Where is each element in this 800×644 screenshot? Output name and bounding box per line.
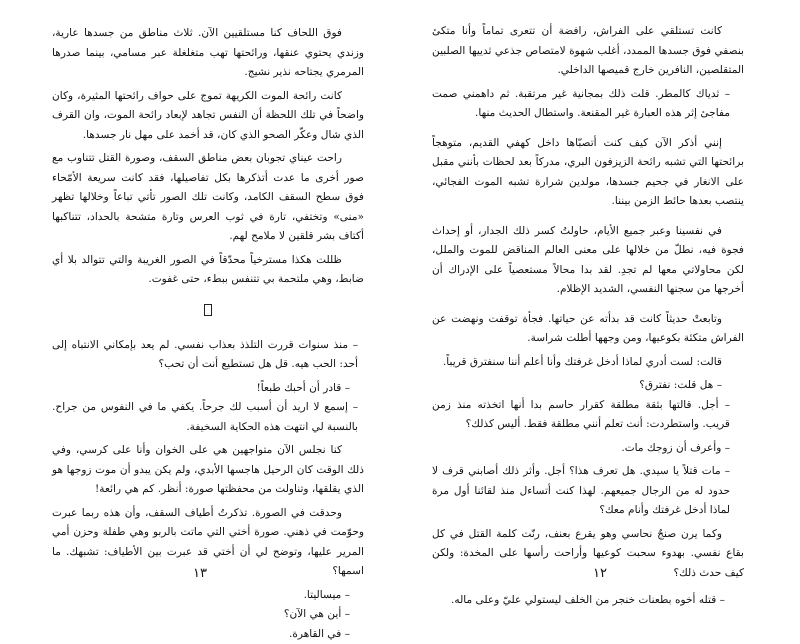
- paragraph: راحت عيناي تجوبان بعض مناطق السقف، وصورة القتل تتناوب مع صور أخرى ما عدت أتذكرها بكل تفاصيلها، فقد كانت سريعة الأمّحاء فوق سطح السقف الكامد، وكانت تلك الصور تأتي تباعاً وخلالها تظهر «منى» وتختفي، تارة في ثوب العرس وتارة متشحة بالحداد، تتناكبها أكتاف بشر قلقين لا ملامح لهم.: [52, 149, 364, 247]
- paragraph: ظللت هكذا مسترخياً محدّقاً في الصور الغريبة والتي تتوالد بلا أي ضابط، وهي ملتحمة بي تتنفس ببطء، حتى غفوت.: [52, 251, 364, 290]
- dialogue-line: – قتله أخوه بطعنات خنجر من الخلف ليستولي عليّ وعلى ماله.: [432, 591, 744, 611]
- paragraph: وكما يرن صنجٌ نحاسي وهو يقرع بعنف، رنّت كلمة القتل في كل بقاع نفسي. بهدوء سحبت كوعيها وأراحت رأسها على المخدة: ولكن كيف حدث ذلك؟: [432, 525, 744, 584]
- dialogue-line: – منذ سنوات قررت التلذذ بعذاب نفسي. لم يعد بإمكاني الانتباه إلى أحد: الحب هيه. قل هل تستطيع أنت أن تحب؟: [52, 336, 364, 375]
- paragraph: وحدقت في الصورة. تذكرتُ أطياف السقف، وأن هذه ربما عبرت وحوّمت في ذهني. صورة أختي التي ماتت بالربو وهي طفلة وحزن أمي المرير عليها، وتوضح لي أن أختي قد عبرت بين الأطياف: تشبهك. ما اسمها؟: [52, 504, 364, 582]
- right-page-text: [432, 22, 744, 617]
- dialogue-line: – أجل. قالتها بثقة مطلقة كقرار حاسم بدا أنها اتخذته منذ زمن قريب. واستطردت: أنت تعلم أنني مطلقة فقط. أليس كذلك؟: [432, 396, 744, 435]
- paragraph: كنا نجلس الآن متواجهين هي على الخوان وأنا على كرسي، وفي ذلك الوقت كان الرحيل هاجسها الأبدي، ولم يكن يبدو أن موت زوجها هو الذي يقلقها، وتناولت من محفظتها صورة: أنظر. كم هي رائعة!: [52, 441, 364, 500]
- paragraph: إنني أذكر الآن كيف كنت أتصبّاها داخل كهفي القديم، متوهجاً برائحتها التي تشبه رائحة الزيزفون البري، مدركاً بعد لحظات بأنني مقبل على الانغار في جحيم جسدها، مولدين شرارة تشبه الموت الفجائي، ينتصب بعدها حائط الزمن بيننا.: [432, 134, 744, 212]
- dialogue-line: – قادر أن أحبك طبعاً!: [52, 379, 364, 399]
- dialogue-line: – هل قلت: نفترق؟: [432, 376, 744, 396]
- dialogue-line: – مات قتلاً يا سيدي. هل تعرف هذا؟ أجل. وأثر ذلك أصابني قرف لا حدود له من الرجال جميعهم. لهذا كنت أتساءل منذ لقائنا أول مرة لماذا أدخل غرفتك وأنام معك؟: [432, 462, 744, 521]
- paragraph: فوق اللحاف كنا مستلقيين الآن. ثلاث مناطق من جسدها عارية، وزندي يحتوي عنقها، ورائحتها تهب متغلغلة عبر مسامي، بينما صدرها المرمري يجتاحه نذير نشيج.: [52, 24, 364, 83]
- dialogue-line: – أين هي الآن؟: [52, 605, 364, 625]
- paragraph: كانت تستلقي على الفراش، رافضة أن تتعرى تماماً وأنا متكئ بنصفي فوق جسدها الممدد، أغلب شهوة لامتصاص جذعي ثدييها الصلبين المتقلصين، النافرين خارج قميصها الداخلي.: [432, 22, 744, 81]
- page-number: ١٣: [0, 566, 400, 581]
- dialogue-line: – إسمع لا اريد أن أسبب لك جرحاً. يكفي ما في النفوس من جراح. بالنسبة لي انتهت هذه الحكاية السخيفة.: [52, 398, 364, 437]
- paragraph: كانت رائحة الموت الكريهة تموج على حواف رائحتها المثيرة، وكان واضحاً في تلك اللحظة أن النفس تجاهد لإبعاد رائحة الموت، وان القرف الذي شال وعكّر الصحو الذي كان، قد أخمد على مهل نار جسدها.: [52, 87, 364, 146]
- dialogue-line: – ميساليتا.: [52, 586, 364, 606]
- dialogue-line: – في القاهرة.: [52, 625, 364, 644]
- paragraph: وتابعتْ حديثاً كانت قد بدأته عن حياتها. فجأة توقفت ونهضت عن الفراش متكئة بكوعيها، ومن وجهها أطلت شراسة.: [432, 310, 744, 349]
- dialogue-line: – وأعرف أن زوجك مات.: [432, 439, 744, 459]
- section-break-icon: [204, 304, 212, 316]
- left-page: [0, 0, 400, 595]
- left-page-text: [52, 24, 364, 644]
- page-number: ١٢: [400, 566, 800, 581]
- dialogue-line: – ثدياك كالمطر. قلت ذلك بمجانية غير مرتقبة. ثم داهمني صمت مفاجئ إثر هذه العبارة غير المقنعة. واستطال الحديث منها.: [432, 85, 744, 124]
- paragraph: في نفسينا وعبر جميع الأيام، حاولتُ كسر ذلك الجدار، أو إحداث فجوة فيه، نطلّ من خلالها على معنى العالم المناقض للموت والملل، لكن محاولاتي معها لم تجدِ. لقد بدا محالاً مستعصياً على الإدراك أن أخرجها من سجنها النفسي، الشديد الإظلام.: [432, 222, 744, 300]
- right-page: [400, 0, 800, 595]
- said-line: قالت: لست أدري لماذا أدخل غرفتك وأنا أعلم أننا سنفترق قريباً.: [432, 353, 744, 373]
